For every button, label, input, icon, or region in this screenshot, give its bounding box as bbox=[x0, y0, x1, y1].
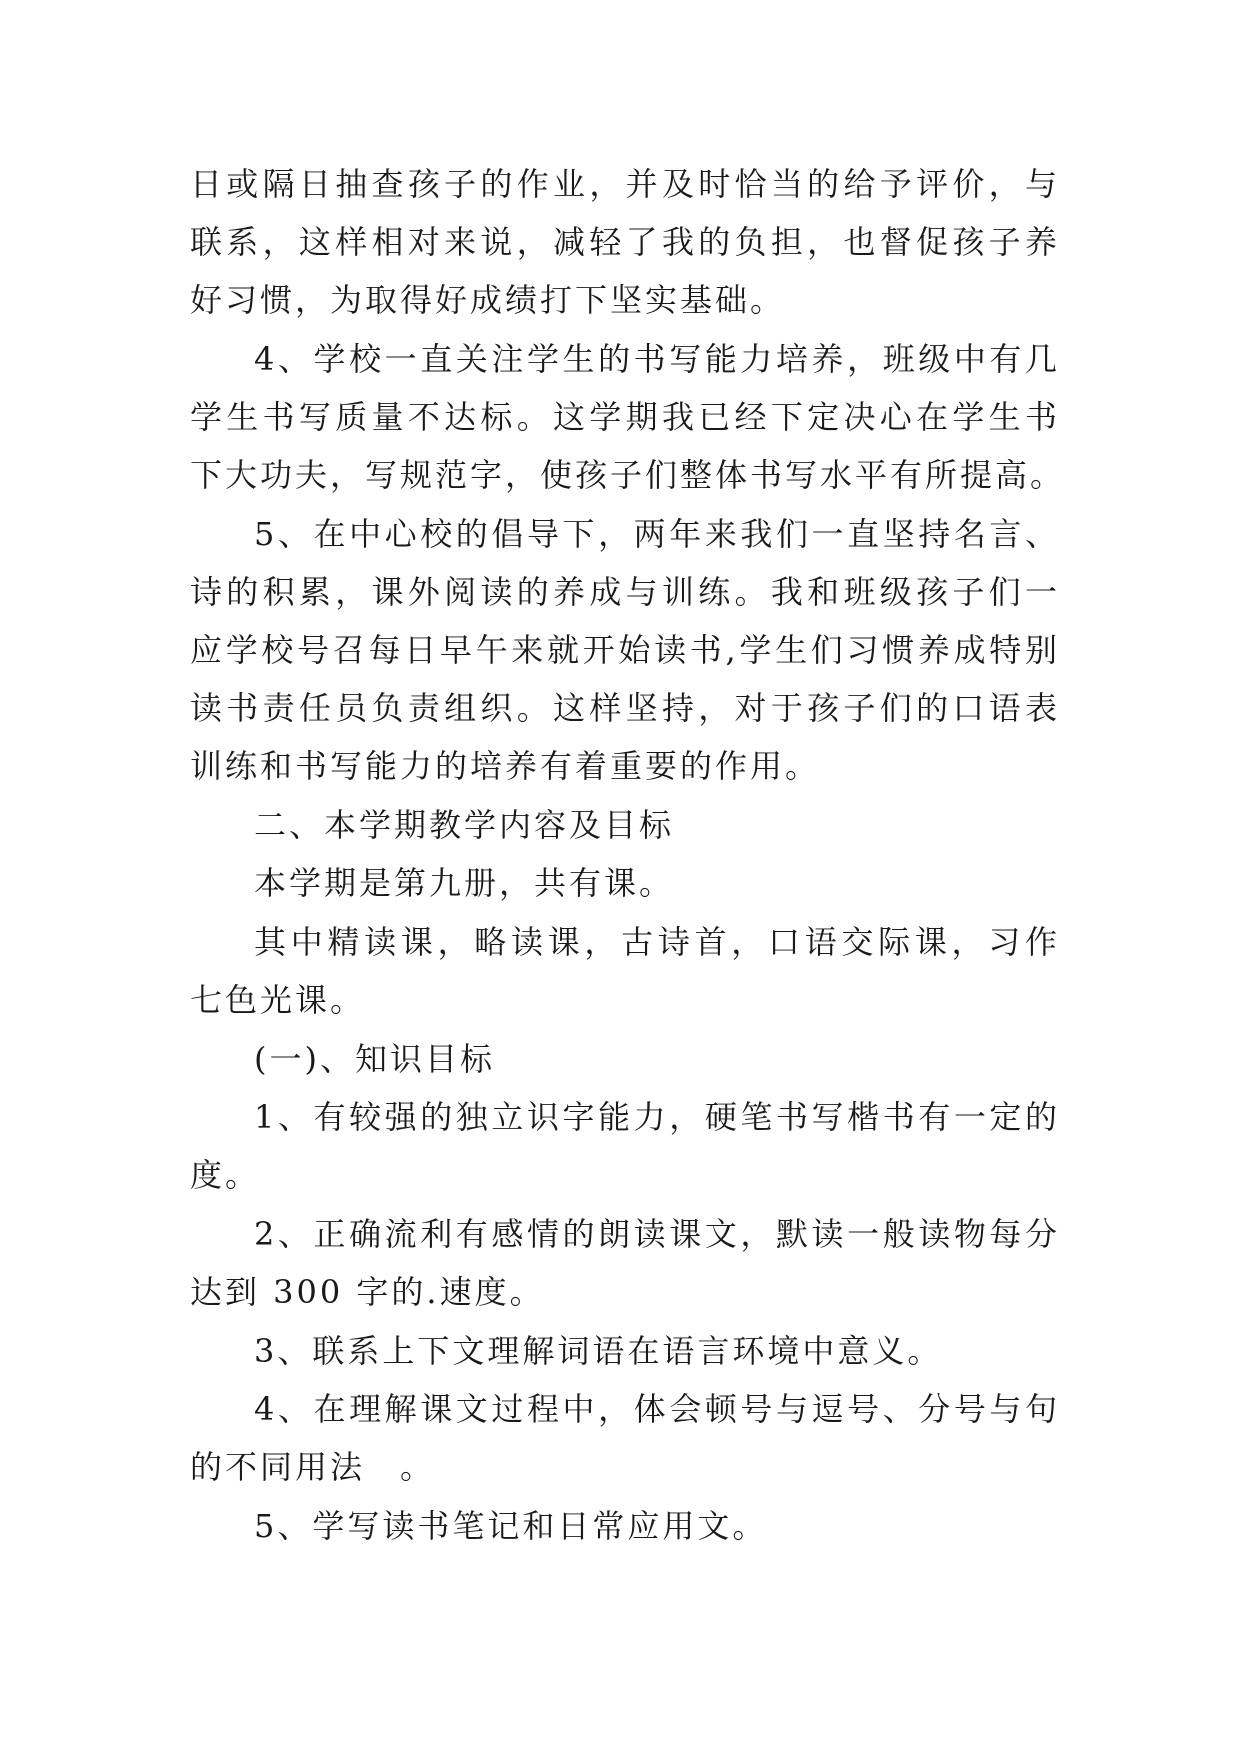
text-line: 2、正确流利有感情的朗读课文，默读一般读物每分 bbox=[254, 1215, 1060, 1253]
text-line: 达到 300 字的.速度。 bbox=[190, 1273, 545, 1311]
text-line: 度。 bbox=[190, 1156, 261, 1194]
text-line: 诗的积累，课外阅读的养成与训练。我和班级孩子们一 bbox=[190, 573, 1060, 611]
text-line: 4、学校一直关注学生的书写能力培养，班级中有几 bbox=[254, 340, 1060, 378]
text-line: 1、有较强的独立识字能力，硬笔书写楷书有一定的 bbox=[254, 1098, 1060, 1136]
text-line: 应学校号召每日早午来就开始读书,学生们习惯养成特别 bbox=[190, 631, 1060, 669]
text-line: 5、在中心校的倡导下，两年来我们一直坚持名言、 bbox=[254, 515, 1060, 553]
text-line: 4、在理解课文过程中，体会顿号与逗号、分号与句 bbox=[254, 1390, 1060, 1428]
text-line: 的不同用法 。 bbox=[190, 1448, 436, 1486]
text-line: 3、联系上下文理解词语在语言环境中意义。 bbox=[254, 1332, 943, 1370]
section-heading: 二、本学期教学内容及目标 bbox=[254, 806, 675, 844]
text-line: 训练和书写能力的培养有着重要的作用。 bbox=[190, 747, 821, 785]
text-line: 联系，这样相对来说，减轻了我的负担，也督促孩子养 bbox=[190, 223, 1060, 261]
text-line: 七色光课。 bbox=[190, 981, 366, 1019]
text-line: 其中精读课，略读课，古诗首，口语交际课，习作 bbox=[254, 923, 1060, 961]
text-line: 学生书写质量不达标。这学期我已经下定决心在学生书 bbox=[190, 398, 1060, 436]
text-line: 5、学写读书笔记和日常应用文。 bbox=[254, 1507, 768, 1545]
text-line: 日或隔日抽查孩子的作业，并及时恰当的给予评价，与 bbox=[190, 165, 1060, 203]
text-line: 本学期是第九册，共有课。 bbox=[254, 864, 675, 902]
text-line: 读书责任员负责组织。这样坚持，对于孩子们的口语表 bbox=[190, 689, 1060, 727]
text-line: 下大功夫，写规范字，使孩子们整体书写水平有所提高。 bbox=[190, 456, 1066, 494]
text-line: 好习惯，为取得好成绩打下坚实基础。 bbox=[190, 281, 786, 319]
subsection-heading: (一)、知识目标 bbox=[254, 1040, 495, 1078]
